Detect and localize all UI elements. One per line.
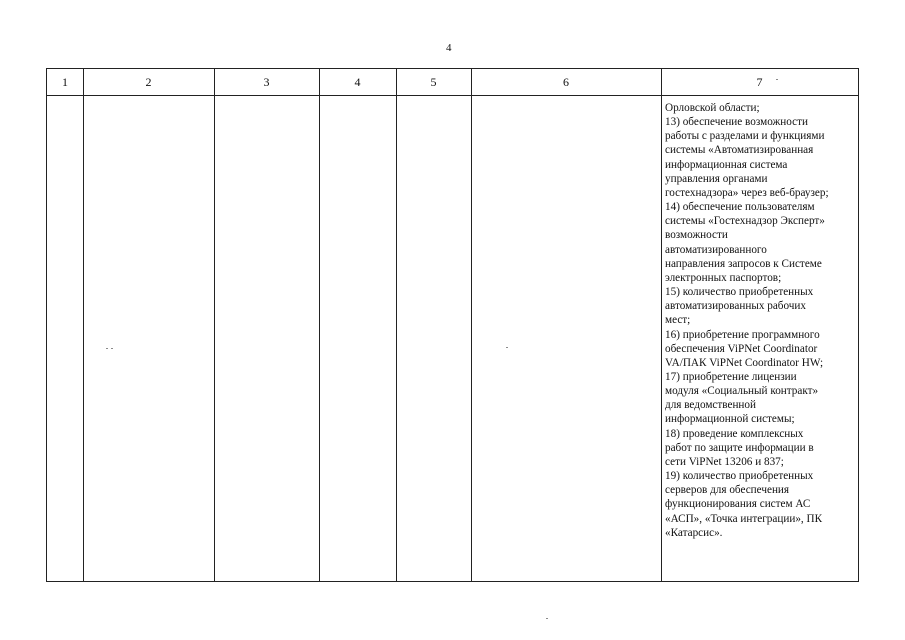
- column-7-line: управления органами: [665, 172, 768, 185]
- column-7-line: автоматизированного: [665, 243, 767, 256]
- column-7-cell: [665, 101, 857, 540]
- scan-speck: [546, 618, 548, 619]
- column-7-line: системы «Гостехнадзор Эксперт»: [665, 215, 825, 228]
- column-divider-2: [214, 69, 215, 581]
- column-7-line: 19) количество приобретенных: [665, 470, 814, 483]
- column-7-line: 13) обеспечение возможности: [665, 116, 808, 129]
- column-7-line: автоматизированных рабочих: [665, 300, 806, 313]
- column-7-line: обеспечения ViPNet Coordinator: [665, 342, 818, 355]
- column-7-line: электронных паспортов;: [665, 271, 782, 284]
- column-7-line: возможности: [665, 229, 728, 242]
- column-7-line: 16) приобретение программного: [665, 328, 820, 341]
- scan-speck: [506, 347, 508, 348]
- column-7-line: системы «Автоматизированная: [665, 144, 814, 157]
- column-header-1: 1: [62, 75, 68, 89]
- column-divider-6: [661, 69, 662, 581]
- column-header-5: 5: [430, 75, 437, 89]
- column-divider-3: [319, 69, 320, 581]
- column-7-line: мест;: [665, 314, 691, 327]
- column-7-line: гостехнадзора» через веб-браузер;: [665, 186, 829, 199]
- column-7-line: информационная система: [665, 158, 788, 171]
- column-7-line: «Катарсис».: [665, 526, 723, 539]
- data-table: [46, 68, 859, 582]
- column-divider-4: [396, 69, 397, 581]
- scan-speck: [106, 348, 108, 349]
- column-header-3: 3: [263, 75, 270, 89]
- column-7-line: 17) приобретение лицензии: [665, 370, 797, 383]
- column-divider-1: [83, 69, 84, 581]
- column-7-line: работ по защите информации в: [665, 441, 814, 454]
- column-7-line: направления запросов к Системе: [665, 257, 822, 270]
- column-7-line: серверов для обеспечения: [665, 484, 790, 497]
- column-7-line: 14) обеспечение пользователям: [665, 201, 815, 214]
- column-header-7: 7: [756, 75, 763, 89]
- page-number: 4: [446, 42, 452, 54]
- column-header-2: 2: [145, 75, 152, 89]
- column-header-6: 6: [563, 75, 569, 89]
- column-7-line: VA/ПАК ViPNet Coordinator HW;: [665, 356, 824, 369]
- column-divider-5: [471, 69, 472, 581]
- column-7-line: для ведомственной: [665, 399, 756, 412]
- column-7-line: сети ViPNet 13206 и 837;: [665, 455, 784, 468]
- column-7-line: «АСП», «Точка интеграции», ПК: [665, 512, 823, 525]
- column-7-line: функционирования систем АС: [665, 498, 811, 511]
- scan-speck: [111, 348, 113, 349]
- column-7-line: модуля «Социальный контракт»: [665, 385, 819, 398]
- column-7-line: Орловской области;: [665, 102, 760, 114]
- column-7-line: 15) количество приобретенных: [665, 286, 814, 299]
- column-7-line: работы с разделами и функциями: [665, 130, 825, 143]
- column-7-line: 18) проведение комплексных: [665, 427, 804, 440]
- column-header-4: 4: [354, 75, 361, 89]
- scan-speck: [776, 79, 778, 80]
- column-7-line: информационной системы;: [665, 413, 795, 426]
